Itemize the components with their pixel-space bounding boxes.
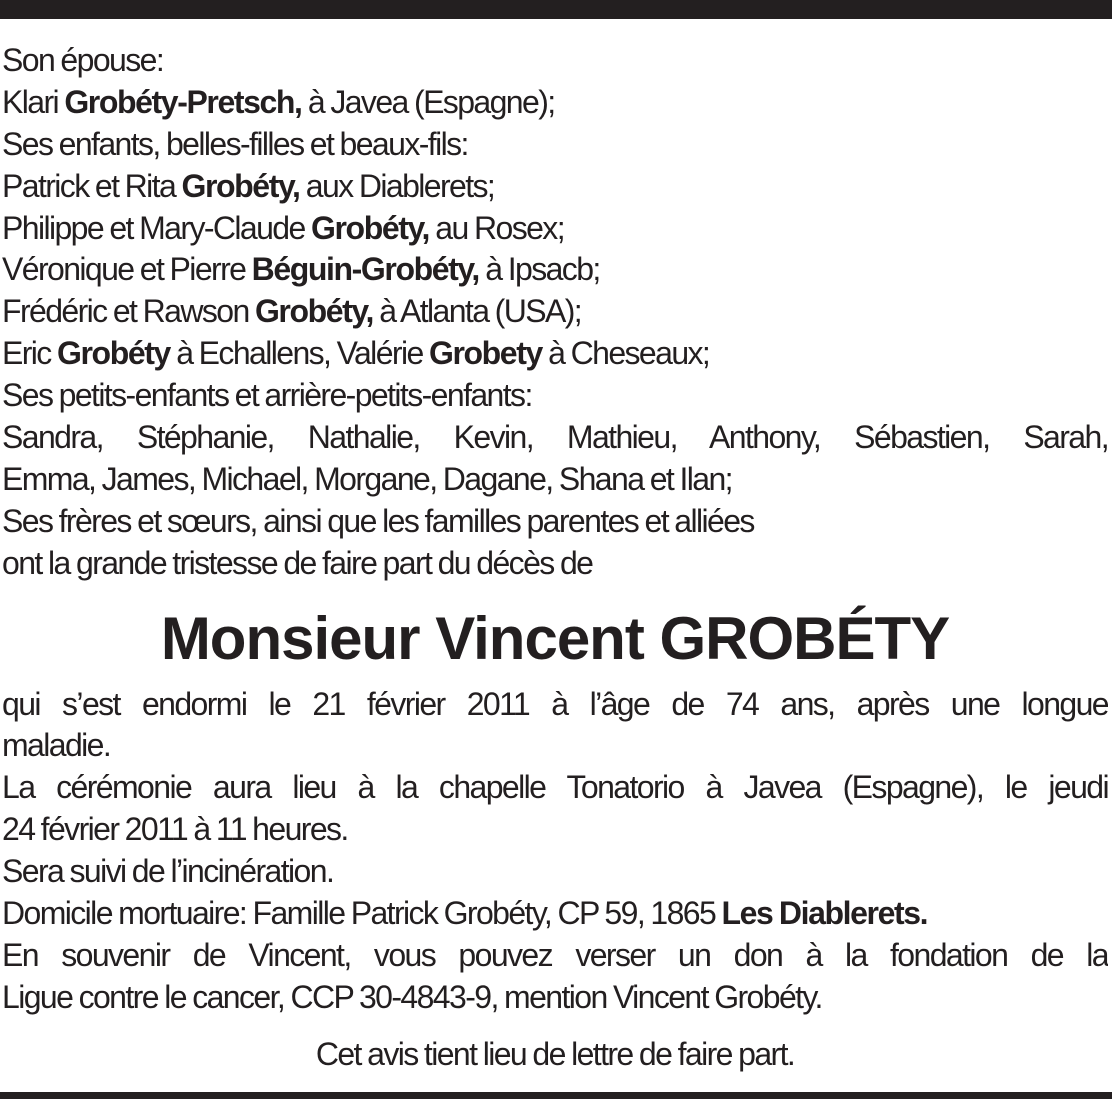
place-name: Les Diablerets. [721, 895, 928, 932]
deceased-name: Monsieur Vincent GROBÉTY [160, 604, 950, 672]
surname: Béguin-Grobéty, [251, 251, 479, 288]
notice-line: Ligue contre le cancer, CCP 30-4843-9, mention Vincent Grobéty. [2, 978, 822, 1015]
notice-line: Sera suivi de l’incinération. [2, 853, 334, 890]
notice-line: Domicile mortuaire: Famille Patrick Grobéty, CP 59, 1865 Les Diablerets. [2, 895, 928, 932]
notice-line: Véronique et Pierre Béguin-Grobéty, à Ipsacb; [2, 251, 600, 288]
notice-line: Klari Grobéty-Pretsch, à Javea (Espagne); [2, 83, 555, 120]
bottom-rule [0, 1092, 1112, 1099]
death-notice [2, 40, 1108, 1076]
notice-line: ont la grande tristesse de faire part du décès de [2, 544, 593, 581]
notice-line: Patrick et Rita Grobéty, aux Diablerets; [2, 167, 495, 204]
top-rule [0, 0, 1112, 19]
surname: Grobéty, [181, 167, 300, 204]
notice-line: Ses enfants, belles-filles et beaux-fils: [2, 125, 468, 162]
notice-line: Eric Grobéty à Echallens, Valérie Grobety à Cheseaux; [2, 335, 710, 372]
notice-line: qui s’est endormi le 21 février 2011 à l’âge de 74 ans, après une longue [2, 685, 1108, 722]
notice-line: En souvenir de Vincent, vous pouvez verser un don à la fondation de la [2, 936, 1108, 973]
notice-line: Emma, James, Michael, Morgane, Dagane, Shana et Ilan; [2, 460, 732, 497]
notice-line: Ses petits-enfants et arrière-petits-enfants: [2, 377, 532, 414]
surname: Grobéty-Pretsch, [64, 83, 302, 120]
notice-line: Son épouse: [2, 42, 164, 78]
surname: Grobéty, [311, 209, 430, 246]
surname: Grobéty, [254, 293, 373, 330]
notice-line: 24 février 2011 à 11 heures. [2, 811, 348, 848]
notice-line: La cérémonie aura lieu à la chapelle Tonatorio à Javea (Espagne), le jeudi [2, 769, 1108, 806]
notice-line: maladie. [2, 727, 111, 764]
notice-line: Ses frères et sœurs, ainsi que les familles parentes et alliées [2, 502, 754, 539]
surname: Grobéty [57, 335, 170, 372]
footer-note: Cet avis tient lieu de lettre de faire part. [315, 1035, 795, 1072]
surname: Grobety [428, 335, 542, 372]
notice-line: Sandra, Stéphanie, Nathalie, Kevin, Mathieu, Anthony, Sébastien, Sarah, [2, 419, 1108, 456]
notice-line: Frédéric et Rawson Grobéty, à Atlanta (USA); [2, 293, 582, 330]
notice-line: Philippe et Mary-Claude Grobéty, au Rosex; [2, 209, 564, 246]
